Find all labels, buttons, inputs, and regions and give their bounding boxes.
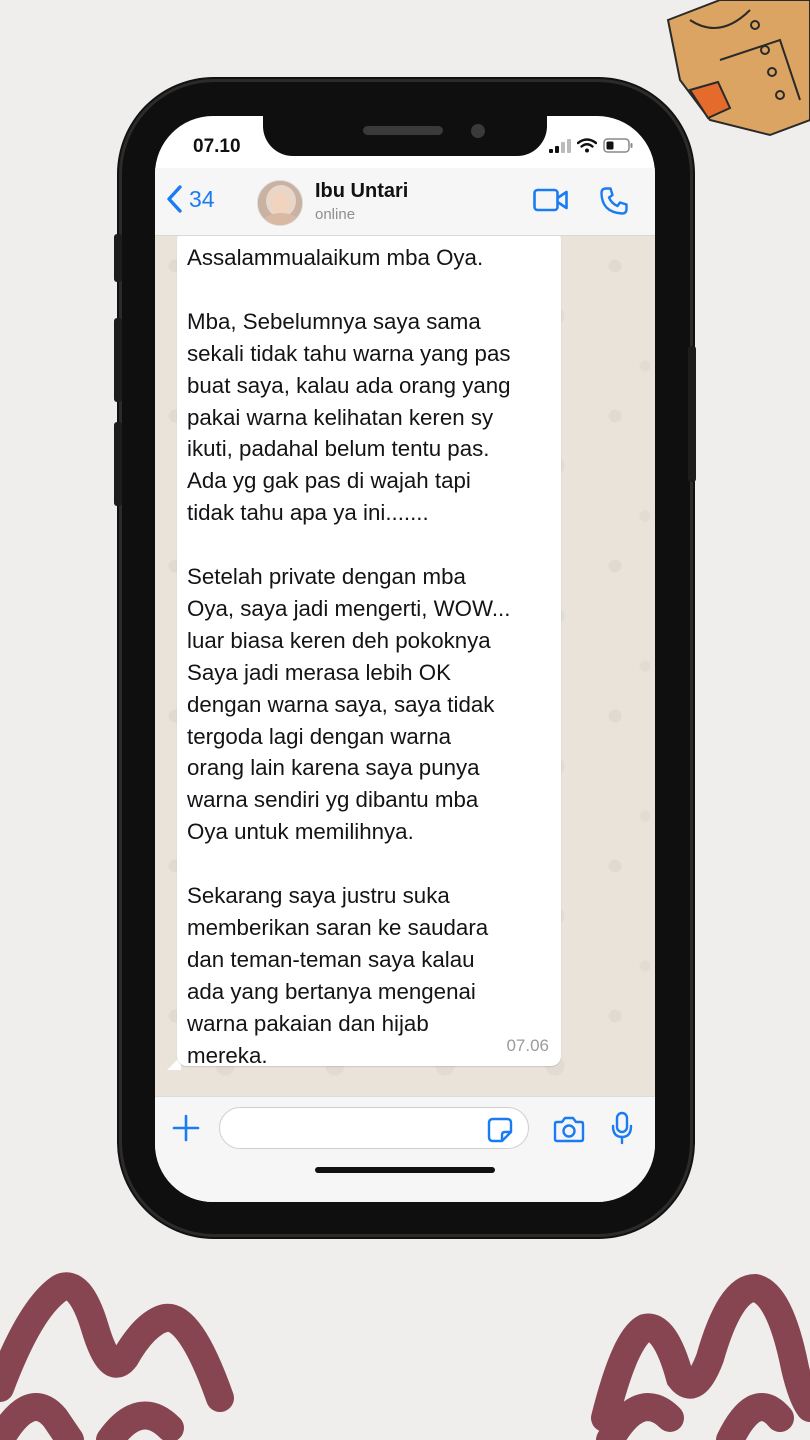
home-indicator[interactable] bbox=[315, 1167, 495, 1173]
zigzag-decoration-left bbox=[0, 1268, 250, 1440]
message-paragraph: Assalammualaikum mba Oya. bbox=[187, 245, 484, 270]
microphone-button[interactable] bbox=[611, 1111, 633, 1150]
camera-button[interactable] bbox=[553, 1115, 585, 1148]
silent-switch bbox=[114, 234, 122, 282]
shirt-illustration bbox=[660, 0, 810, 140]
avatar[interactable] bbox=[257, 180, 303, 226]
plus-icon bbox=[171, 1113, 201, 1143]
contact-name[interactable]: Ibu Untari bbox=[315, 180, 409, 202]
status-icons bbox=[549, 138, 633, 153]
chat-header bbox=[155, 168, 655, 236]
message-input[interactable] bbox=[219, 1107, 529, 1149]
chat-area[interactable] bbox=[155, 236, 655, 1096]
phone-screen bbox=[155, 116, 655, 1202]
camera-icon bbox=[553, 1115, 585, 1143]
video-call-button[interactable] bbox=[533, 188, 569, 217]
message-paragraph: Setelah private dengan mba Oya, saya jadi mengerti, WOW... luar biasa keren deh pokoknya Saya jadi merasa lebih OK dengan warna saya, saya tidak tergoda lagi dengan warna orang lain karena saya punya warna sendiri yg dibantu mba Oya untuk memilihnya. bbox=[187, 564, 511, 845]
chevron-left-icon bbox=[165, 184, 183, 214]
unread-count: 34 bbox=[189, 185, 215, 212]
zigzag-decoration-right bbox=[590, 1268, 810, 1440]
back-button[interactable] bbox=[165, 184, 215, 214]
status-time: 07.10 bbox=[193, 136, 241, 157]
message-paragraph: Sekarang saya justru suka memberikan saran ke saudara dan teman-teman saya kalau ada yang bertanya mengenai warna pakaian dan hijab mereka. bbox=[187, 883, 489, 1068]
contact-status: online bbox=[315, 206, 356, 223]
wifi-icon bbox=[577, 138, 597, 153]
volume-up-button bbox=[114, 318, 122, 402]
power-button bbox=[688, 346, 696, 482]
front-camera bbox=[471, 124, 485, 138]
sticker-button[interactable] bbox=[487, 1117, 513, 1148]
sticker-icon bbox=[487, 1117, 513, 1143]
message-paragraph: Mba, Sebelumnya saya sama sekali tidak tahu warna yang pas buat saya, kalau ada orang yang pakai warna kelihatan keren sy ikuti, padahal belum tentu pas. Ada yg gak pas di wajah tapi tidak tahu apa ya ini....... bbox=[187, 308, 511, 526]
speaker bbox=[363, 126, 443, 135]
input-bar bbox=[155, 1096, 655, 1202]
message-time: 07.06 bbox=[506, 1036, 549, 1055]
notch bbox=[263, 116, 547, 156]
incoming-message-bubble[interactable] bbox=[177, 236, 561, 1066]
attach-button[interactable] bbox=[171, 1113, 201, 1148]
video-camera-icon bbox=[533, 188, 569, 212]
microphone-icon bbox=[611, 1111, 633, 1145]
avatar-photo bbox=[258, 181, 303, 226]
phone-icon bbox=[599, 186, 629, 216]
battery-icon bbox=[603, 138, 633, 153]
voice-call-button[interactable] bbox=[599, 186, 629, 221]
signal-icon bbox=[549, 139, 571, 153]
volume-down-button bbox=[114, 422, 122, 506]
